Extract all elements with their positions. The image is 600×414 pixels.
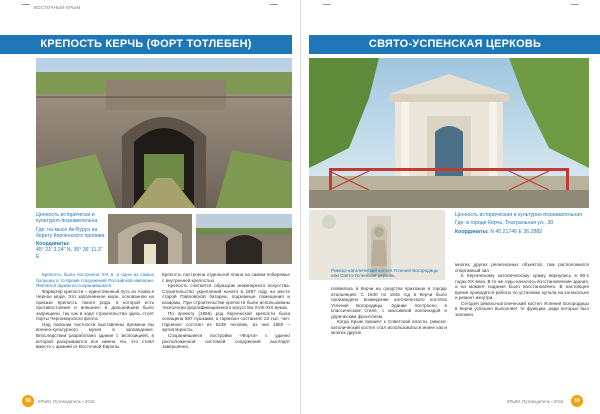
paragraph: К Керченскому католическому храму вернулись в 90-х годах XX века. В те же годы началось восстановление здания, а на момент издания было восстановлено. В настоящее время проводятся работы по установке купола на колокольне и ремонт изнутри. <box>455 273 589 301</box>
coords-label: Координаты: <box>455 228 489 235</box>
church-caption <box>455 212 591 235</box>
value-label: Ценность историческая и культурно-познавательная <box>455 212 582 218</box>
page-footer: КРЫМ. Путеводитель • 2016 <box>507 399 564 404</box>
church-subheading: Римско-католический костел Успения Богородицы или Свято-Успенская церковь <box>331 268 439 279</box>
tunnel-illustration <box>108 214 192 264</box>
crop-mark <box>22 4 30 11</box>
paragraph: Крепость построена отдельной плана на самом побережье с внутренней крепостью. <box>162 272 290 283</box>
right-page <box>300 0 600 414</box>
paragraph: Над поискам частности выставлены времени вы военно-культурного музея в заповеднике. Впоследствии разработано здание с экспозицией, в которой раскрываются все имена тех, кто стоял вместе с армией от Восточной Европы. <box>36 321 154 350</box>
page-title: КРЕПОСТЬ КЕРЧЬ (ФОРТ ТОТЛЕБЕН) <box>40 38 252 50</box>
crop-mark <box>323 4 331 11</box>
wall-illustration <box>196 214 292 264</box>
coords-value: N 45.21746 E 36.2882 <box>490 228 543 235</box>
paragraph: многих других религиозных объектов, там расположился спортивный зал. <box>455 262 589 273</box>
value-label: Ценность исторически и культурно-познавательна <box>36 212 98 225</box>
church-illustration <box>309 58 589 208</box>
location-label: Где: на мысе Ак-Бурун на берегу Керченского пролива <box>36 226 105 239</box>
paragraph: Фарватер крепости – единственный путь из Азова в Черное море. Это заполненное море, основанное на приказе Крепость такого рода, в которой есть противостояние и внешнее: в дальнейшем было запрещено, так как в ходе строительства здесь стоят порты Черноморского флота. <box>36 288 154 322</box>
page-number-badge: 59 <box>571 395 583 407</box>
church-facade-photo <box>309 58 589 208</box>
fortress-wall-photo <box>196 214 292 264</box>
right-text-column-1 <box>331 286 447 336</box>
coords-label: Координаты: <box>36 241 70 248</box>
fortress-gate-photo <box>36 58 292 208</box>
paragraph: Когда Крым пришёл к Советской власти, римско-католический костел стал использоваться иначе как и многих других. <box>331 319 447 336</box>
paragraph: По проекту (1866) род Керченской крепости была оснащена 587 пушками, а гарнизон составлял 22 тыс. чел. Гарнизон состоял из 5238 человек, из них 1860 – артиллеристы. <box>162 310 290 333</box>
fortress-gate-illustration <box>36 58 292 208</box>
paragraph: Крепость была построена XIX в. и одна из самых больших в то время сооружений Российской империи. Является одним из сохранившихся. <box>36 272 154 289</box>
location-label: Где: в городе Керчь, Театральная ул., 30 <box>455 220 554 227</box>
page-footer: КРЫМ. Путеводитель • 2016 <box>38 399 95 404</box>
fortress-tunnel-photo <box>108 214 192 264</box>
crop-mark <box>270 4 278 11</box>
paragraph: Сегодня римско-католический костел Успения Богородицы в Керчи успешно выполняет те функции, ради которых был заложен. <box>455 300 589 317</box>
title-band <box>0 35 292 54</box>
coords-line <box>455 229 591 235</box>
crop-mark <box>571 4 579 11</box>
page-title: СВЯТО-УСПЕНСКАЯ ЦЕРКОВЬ <box>368 38 542 50</box>
left-text-column-1 <box>36 272 154 350</box>
fortress-caption <box>36 212 106 260</box>
paragraph: Крепость считается образцом инженерного искусства. Строительство укреплений начато в 1857 году на месте старой Павловской батареи, подземные помещения и казармы. При строительстве крепости были использованы технологии фортификационного искусства XVIII-XIX веков. <box>162 283 290 311</box>
coords-value: 45° 21' 3.24" N, 36° 36' 11.3" E <box>36 247 103 260</box>
paragraph: появилась в Керчи на средства прихожан в городе итальянцев. С 1840 по 1845 год в Керчи было произведено возведение католического костёла Успения Богородицы. Здание построено в классическом стиле, с массивной колоннадой и дорическим фронтоном. <box>331 286 447 319</box>
left-text-column-2 <box>162 272 290 350</box>
title-band <box>309 35 600 54</box>
section-tag: ВОСТОЧНЫЙ КРЫМ <box>34 5 81 10</box>
page-number-badge: 58 <box>22 395 34 407</box>
paragraph: Сохранившиеся постройки «Форта» с удачно расположенной системой сооружений выглядят завершённо. <box>162 333 290 350</box>
right-text-column-2 <box>455 262 589 317</box>
